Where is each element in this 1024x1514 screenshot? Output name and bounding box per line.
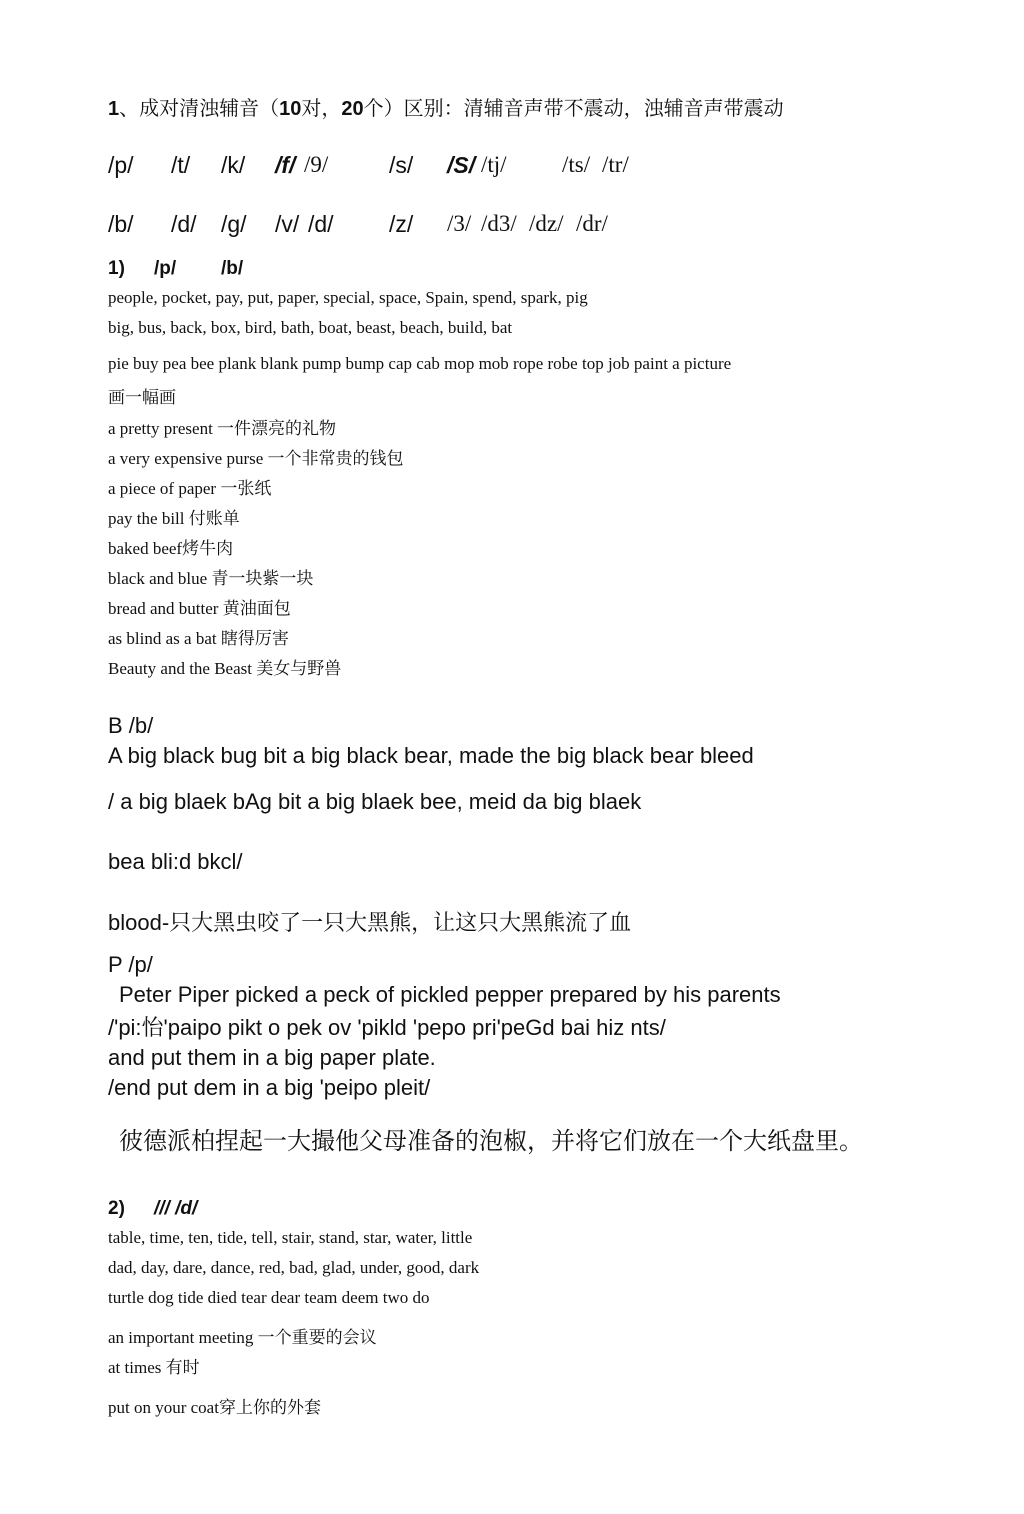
tongue-twister-b-translation: blood-只大黑虫咬了一只大黑熊，让这只大黑熊流了血 xyxy=(108,910,632,935)
phoneme: /t/ xyxy=(171,152,191,178)
heading-text: 、成对清浊辅音（ xyxy=(119,98,280,120)
phrase-item: a pretty present 一件漂亮的礼物 xyxy=(108,419,337,438)
word-list-b: big, bus, back, box, bird, bath, boat, beast, beach, build, bat xyxy=(108,318,513,337)
tongue-twister-p-text-cont: and put them in a big paper plate. xyxy=(108,1045,436,1070)
phoneme: /3/ xyxy=(447,211,472,236)
phoneme: /b/ xyxy=(108,211,134,237)
tongue-twister-b-ipa-cont: bea bli:d bkcl/ xyxy=(108,849,243,874)
subsection-phoneme: /// /d/ xyxy=(154,1198,198,1219)
phoneme: /ts/ xyxy=(562,152,591,177)
subsection-phoneme: /b/ xyxy=(221,258,244,279)
word-list-d: dad, day, dare, dance, red, bad, glad, under, good, dark xyxy=(108,1258,480,1277)
word-list-t: table, time, ten, tide, tell, stair, stand, star, water, little xyxy=(108,1228,473,1247)
phoneme: /g/ xyxy=(221,211,247,237)
heading-count-total: 20 xyxy=(341,98,364,120)
voiceless-consonants-row xyxy=(108,152,808,182)
tongue-twister-p-ipa-cont: /end put dem in a big 'peipo pleit/ xyxy=(108,1075,431,1100)
minimal-pairs: turtle dog tide died tear dear team deem two do xyxy=(108,1288,430,1307)
tongue-twister-b-text: A big black bug bit a big black bear, made the big black bear bleed xyxy=(108,743,754,768)
subsection-number: 1) xyxy=(108,258,125,279)
phoneme: /dr/ xyxy=(576,211,608,236)
minimal-pairs-translation: 画一幅画 xyxy=(108,388,176,407)
phoneme: /tr/ xyxy=(602,152,629,177)
subsection-number: 2) xyxy=(108,1198,125,1219)
phoneme: /S/ xyxy=(447,152,476,178)
phrase-item: a piece of paper 一张纸 xyxy=(108,479,272,498)
phoneme: /v/ xyxy=(275,211,300,237)
phoneme: /tj/ xyxy=(481,152,507,177)
tongue-twister-title-b: B /b/ xyxy=(108,713,154,738)
minimal-pairs: pie buy pea bee plank blank pump bump cap cab mop mob rope robe top job paint a picture xyxy=(108,354,732,373)
phrase-item: an important meeting 一个重要的会议 xyxy=(108,1328,377,1347)
heading-text: 个）区别：清辅音声带不震动，浊辅音声带震动 xyxy=(363,98,784,120)
phoneme: /k/ xyxy=(221,152,246,178)
phrase-item: put on your coat穿上你的外套 xyxy=(108,1398,321,1417)
phoneme: /dz/ xyxy=(529,211,564,236)
tongue-twister-b-ipa: / a big blaek bAg bit a big blaek bee, meid da big blaek xyxy=(108,789,642,814)
phrase-item: as blind as a bat 瞎得厉害 xyxy=(108,629,289,648)
subsection-phoneme: /p/ xyxy=(154,258,177,279)
phoneme: /s/ xyxy=(389,152,414,178)
phoneme: /d3/ xyxy=(481,211,517,236)
phoneme: /z/ xyxy=(389,211,414,237)
phrase-item: at times 有时 xyxy=(108,1358,200,1377)
tongue-twister-p-text: Peter Piper picked a peck of pickled pepper prepared by his parents xyxy=(119,982,781,1007)
subsection-title-p-b xyxy=(108,258,308,282)
heading-text: 对， xyxy=(301,98,342,120)
phrase-item: Beauty and the Beast 美女与野兽 xyxy=(108,659,342,678)
phoneme: /d/ xyxy=(171,211,197,237)
section-heading xyxy=(108,92,784,121)
word-list-p: people, pocket, pay, put, paper, special, space, Spain, spend, spark, pig xyxy=(108,288,588,307)
heading-number: 1 xyxy=(108,98,120,120)
tongue-twister-p-ipa: /'pi:怡'paipo pikt o pek ov 'pikld 'pepo pri'peGd bai hiz nts/ xyxy=(108,1015,666,1040)
subsection-title-t-d xyxy=(108,1198,308,1222)
tongue-twister-title-p: P /p/ xyxy=(108,952,153,977)
phrase-item: bread and butter 黄油面包 xyxy=(108,599,291,618)
phrase-item: black and blue 青一块紫一块 xyxy=(108,569,314,588)
phoneme: /d/ xyxy=(308,211,334,237)
phoneme: /f/ xyxy=(275,152,296,178)
tongue-twister-p-translation: 彼德派柏捏起一大撮他父母准备的泡椒，并将它们放在一个大纸盘里。 xyxy=(119,1128,863,1155)
phrase-item: baked beef烤牛肉 xyxy=(108,539,234,558)
phrase-item: a very expensive purse 一个非常贵的钱包 xyxy=(108,449,404,468)
heading-count-pairs: 10 xyxy=(279,98,302,120)
voiced-consonants-row xyxy=(108,211,808,241)
phoneme: /9/ xyxy=(304,152,329,177)
phrase-item: pay the bill 付账单 xyxy=(108,509,240,528)
phoneme: /p/ xyxy=(108,152,134,178)
